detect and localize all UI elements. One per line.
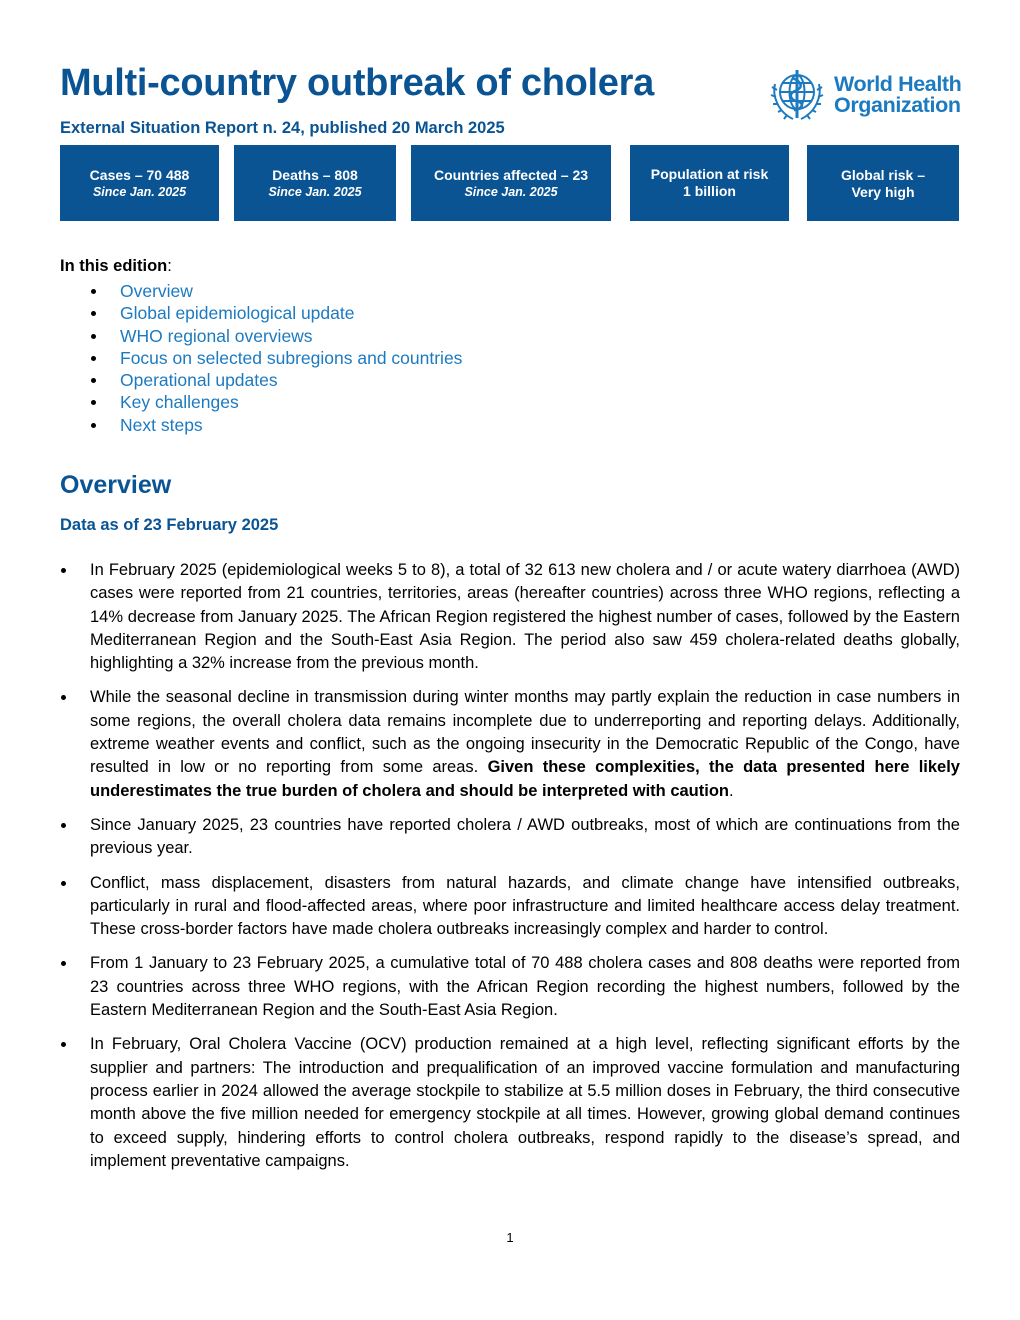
stat-box-deaths [234,145,396,221]
stat-label: Population at risk [650,166,769,182]
overview-bullet-list [60,559,960,1184]
toc-item [60,302,462,324]
toc-item [60,325,462,347]
who-name-line1: World Health [834,72,962,96]
bullet-text: Conflict, mass displacement, disasters from natural hazards, and climate change have intensified outbreaks, particularly in rural and flood-affected areas, where poor infrastructure and limited healthcare access delay treatment. These cross-border factors have made cholera outbreaks increasingly complex and harder to control. [90,873,960,939]
page-number: 1 [506,1230,514,1245]
toc-link-overview[interactable]: Overview [120,281,193,301]
stat-value: Very high [851,183,915,200]
toc-link-regional-overviews[interactable]: WHO regional overviews [120,325,313,346]
toc-item [60,369,462,391]
list-item [60,559,960,675]
list-item [60,952,960,1022]
toc-link-operational-updates[interactable]: Operational updates [120,370,278,391]
toc-item [60,280,462,302]
bullet-text: In February, Oral Cholera Vaccine (OCV) production remained at a high level, reflecting significant efforts by the supplier and partners: The introduction and prequalification of an improved vaccine formulation and manufacturing process earlier in 2024 allowed the average stockpile to stabilize at 5.5 million doses in February, the third consecutive month above the five million needed for emergency stockpile at all times. However, growing global demand continues to exceed supply, hindering efforts to control cholera outbreaks, respond rapidly to the disease’s spread, and implement preventative campaigns. [90,1035,960,1170]
bullet-text: In February 2025 (epidemiological weeks 5 to 8), a total of 32 613 new cholera and / or acute watery diarrhoea (AWD) cases were reported from 21 countries, territories, areas (hereafter countries) across three WHO regions, reflecting a 14% decrease from January 2025. The African Region registered the highest number of cases, followed by the Eastern Mediterranean Region and the South-East Asia Region. The period also saw 459 cholera-related deaths globally, highlighting a 32% increase from the previous month. [90,561,960,673]
list-item [60,872,960,942]
section-subheading-date: Data as of 23 February 2025 [60,516,279,534]
bullet-text: From 1 January to 23 February 2025, a cumulative total of 70 488 cholera cases and 808 deaths were reported from 23 countries across three WHO regions, with the African Region recording the highest numbers, followed by the Eastern Mediterranean Region and the South-East Asia Region. [90,954,960,1020]
who-emblem-icon [766,64,828,126]
stat-label: Global risk – [840,166,926,183]
report-title: Multi-country outbreak of cholera [60,62,654,104]
toc-link-global-update[interactable]: Global epidemiological update [120,303,355,324]
stat-label: Cases – 70 488 [89,166,190,183]
toc-link-next-steps[interactable]: Next steps [120,414,203,435]
stat-box-countries [411,145,611,221]
list-item [60,814,960,861]
stat-label: Deaths – 808 [272,166,358,183]
edition-colon: : [167,257,172,275]
toc-link-focus-subregions[interactable]: Focus on selected subregions and countries [120,347,463,368]
section-heading-overview: Overview [60,471,172,499]
edition-heading [60,257,172,276]
bullet-bold-text: Given these complexities, the data presented here likely underestimates the true burden of cholera and should be interpreted with caution [90,758,960,800]
toc-item [60,391,462,413]
stat-value: 1 billion [683,183,736,199]
who-logo [766,64,966,126]
bullet-text: While the seasonal decline in transmission during winter months may partly explain the reduction in case numbers in some regions, the overall cholera data remains incomplete due to underreporting and reporting delays. Additionally, extreme weather events and conflict, such as the ongoing insecurity in the Democratic Republic of the Congo, have resulted in low or no reporting from some areas. [90,688,960,777]
list-item [60,1033,960,1173]
stat-sublabel: Since Jan. 2025 [268,184,362,199]
report-subtitle: External Situation Report n. 24, published 20 March 2025 [60,119,505,137]
toc-link-key-challenges[interactable]: Key challenges [120,392,239,413]
toc-item [60,347,462,369]
stat-box-global-risk [807,145,959,221]
stat-box-population [630,145,789,221]
list-item [60,686,960,802]
table-of-contents [60,280,462,436]
bullet-tail-text: . [729,781,734,800]
toc-item [60,414,462,436]
bullet-text: Since January 2025, 23 countries have reported cholera / AWD outbreaks, most of which are continuations from the previous year. [90,815,960,858]
stat-box-cases [60,145,219,221]
stat-sublabel: Since Jan. 2025 [92,184,187,199]
edition-label: In this edition [60,257,168,275]
stat-label: Countries affected – 23 [433,166,589,183]
who-name-line2: Organization [834,93,961,117]
stat-sublabel: Since Jan. 2025 [464,184,558,199]
